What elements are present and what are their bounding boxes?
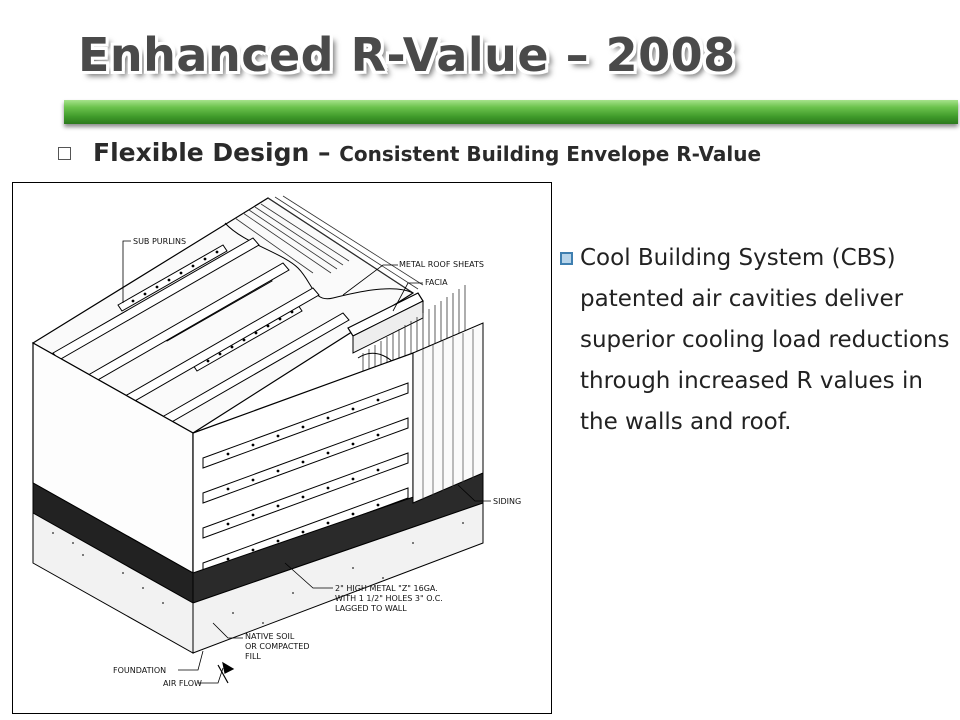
- label-native-soil-line3: FILL: [245, 652, 261, 661]
- title-underline-bar: [64, 100, 958, 124]
- label-z-girt-line2: WITH 1 1/2" HOLES 3" O.C.: [335, 594, 443, 603]
- square-bullet-icon: [58, 147, 71, 160]
- main-bullet-subheading: Consistent Building Envelope R-Value: [339, 142, 762, 166]
- slide-title: Enhanced R-Value – 2008: [78, 28, 736, 82]
- main-bullet: [58, 138, 761, 167]
- sub-bullet: [560, 238, 952, 443]
- label-z-girt-line3: LAGGED TO WALL: [335, 604, 407, 613]
- label-sub-purlins: SUB PURLINS: [133, 237, 187, 246]
- label-facia: FACIA: [425, 278, 448, 287]
- label-air-flow: AIR FLOW: [163, 679, 202, 688]
- building-section-diagram: [12, 182, 552, 714]
- label-z-girt-line1: 2" HIGH METAL "Z" 16GA.: [335, 584, 438, 593]
- label-native-soil-line1: NATIVE SOIL: [245, 632, 295, 641]
- label-native-soil-line2: OR COMPACTED: [245, 642, 310, 651]
- sub-bullet-text: Cool Building System (CBS) patented air cavities deliver superior cooling load reductions through increased R values in the walls and roof.: [580, 245, 950, 435]
- label-foundation: FOUNDATION: [113, 666, 167, 675]
- label-siding: SIDING: [493, 497, 522, 506]
- square-sub-bullet-icon: [560, 252, 573, 265]
- label-metal-roof-sheats: METAL ROOF SHEATS: [399, 260, 484, 269]
- main-bullet-heading: Flexible Design –: [93, 138, 340, 167]
- diagram-drawing: [13, 183, 551, 713]
